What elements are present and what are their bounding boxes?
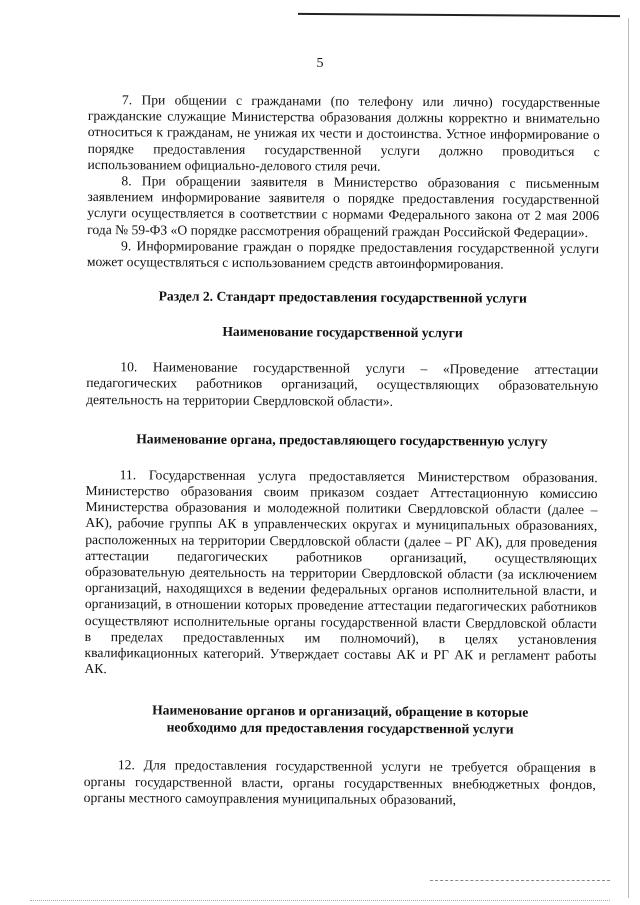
provider-org-heading: Наименование органа, предоставляющего государственную услугу bbox=[136, 431, 548, 449]
orgs-heading-line-2: необходимо для предоставления государственной услуги bbox=[166, 719, 514, 738]
section-2-heading: Раздел 2. Стандарт предоставления государственной услуги bbox=[158, 288, 527, 306]
scan-artifact-right-edge bbox=[628, 18, 629, 898]
paragraph-12: 12. Для предоставления государственной услуги не требуется обращения в органы государственной власти, органы государственных внебюджетных фондов, органы местного самоуправления муниципальных образований, bbox=[83, 757, 596, 808]
paragraph-9: 9. Информирование граждан о порядке предоставления государственной услуги может осуществляться с использованием средств автоинформирования. bbox=[86, 238, 600, 272]
scan-artifact-top-line bbox=[298, 13, 620, 17]
page-number: 5 bbox=[316, 56, 324, 71]
paragraph-8: 8. При обращении заявителя в Министерство образования с письменным заявлением информирование заявителя о порядке предоставления государственной услуги осуществляется в соответствии с нормами Федерального закона от 2 мая 2006 года № 59-ФЗ «О порядке рассмотрения обращений граждан Российской Федерации». bbox=[87, 173, 600, 240]
paragraph-10: 10. Наименование государственной услуги – «Проведение аттестации педагогических работников организаций, осуществляющих образовательную деятельность на территории Свердловской области». bbox=[86, 359, 599, 409]
paragraph-11: 11. Государственная услуга предоставляется Министерством образования. Министерство образования своим приказом создает Аттестационную комиссию Министерства образования и молодежной политики Свердловской области (далее – АК), рабочие группы АК в управленческих округах и муниципальных образованиях, расположенных на территории Свердловской области (далее – РГ АК), для проведения аттестации педагогических работников организаций, осуществляющих образовательную деятельность на территории Свердловской области (за исключением организаций, находящихся в ведении федеральных органов исполнительной власти, и организаций, в отношении которых проведение аттестации педагогических работников осуществляют исполнительные органы государственной власти Свердловской области в пределах предоставленных им полномочий), в целях установления квалификационных категорий. Утверждает составы АК и РГ АК и регламент работы АК. bbox=[84, 467, 598, 677]
service-name-heading: Наименование государственной услуги bbox=[222, 324, 463, 341]
scan-artifact-bottom-dots bbox=[30, 900, 610, 902]
document-body bbox=[84, 92, 600, 809]
scan-artifact-footer-line bbox=[430, 880, 610, 882]
orgs-heading bbox=[84, 701, 596, 738]
orgs-heading-line-1: Наименование органов и организаций, обращение в которые bbox=[152, 702, 529, 721]
paragraph-7: 7. При общении с гражданами (по телефону или лично) государственные гражданские служащие Министерства образования должны корректно и внимательно относиться к гражданам, не унижая их чести и достоинства. Устное информирование о порядке предоставления государственной услуги должно проводиться с использованием официально-делового стиля речи. bbox=[87, 92, 600, 174]
